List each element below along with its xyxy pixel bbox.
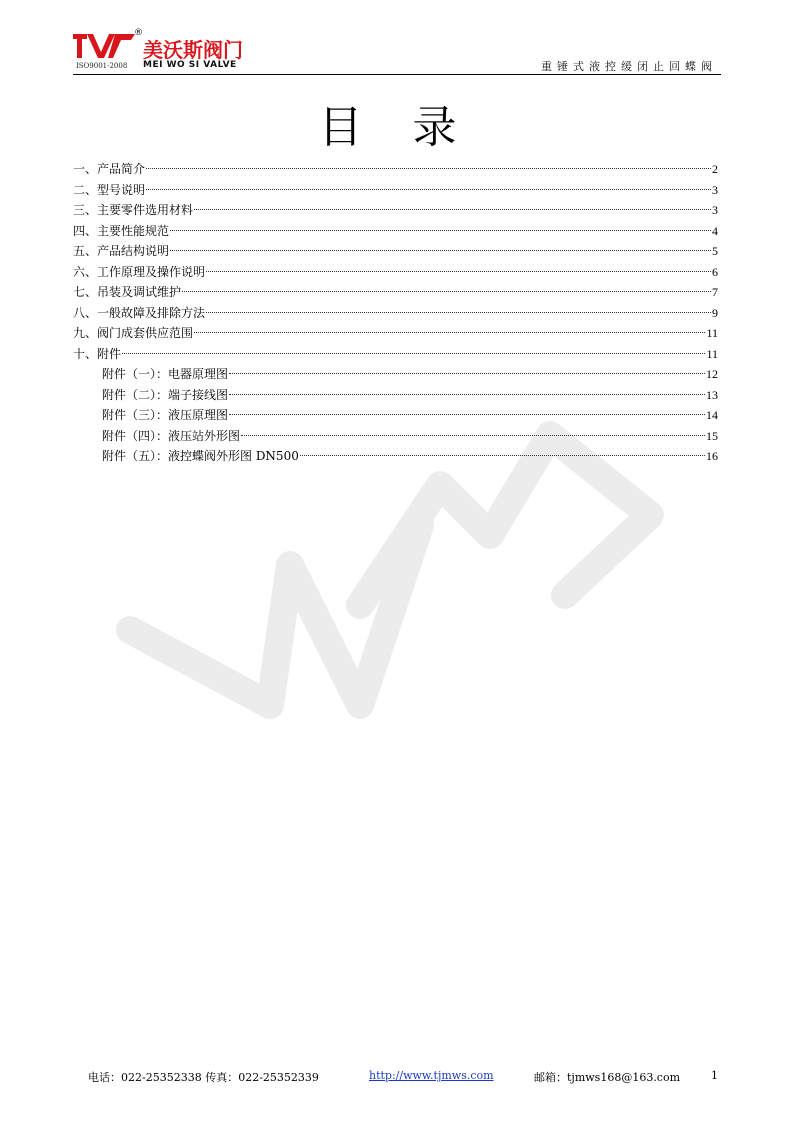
- toc-entry-label: 九、阀门成套供应范围: [73, 326, 194, 340]
- toc-entry-page: 2: [712, 162, 718, 176]
- toc-entry[interactable]: [73, 200, 718, 221]
- toc-title: 目 录: [318, 102, 475, 153]
- footer-phone-fax: 电话：022-25352338 传真：022-25352339: [88, 1071, 319, 1084]
- toc-entry-label: 四、主要性能规范: [73, 223, 170, 238]
- iso-certification: ISO9001-2008: [76, 62, 128, 70]
- toc-entry-label: 附件（二）：端子接线图: [102, 387, 229, 402]
- toc-entry[interactable]: [73, 446, 718, 467]
- toc-entry[interactable]: [73, 262, 718, 283]
- toc-entry[interactable]: [73, 344, 718, 365]
- toc-leader-dots: [146, 189, 711, 190]
- toc-entry-page: 12: [706, 367, 718, 381]
- toc-entry-page: 7: [712, 285, 718, 299]
- registered-mark: ®: [134, 28, 143, 38]
- toc-entry[interactable]: [73, 323, 718, 344]
- toc-entry[interactable]: [73, 159, 718, 180]
- toc-leader-dots: [206, 271, 711, 272]
- toc-entry-label: 附件（四）：液压站外形图: [102, 428, 241, 443]
- toc-entry[interactable]: [73, 221, 718, 242]
- toc-leader-dots: [146, 168, 711, 169]
- toc-entry[interactable]: [73, 385, 718, 406]
- toc-entry-page: 6: [712, 264, 718, 279]
- page-number: 1: [711, 1069, 718, 1082]
- toc-entry-page: 3: [712, 203, 718, 217]
- page-header: [73, 28, 721, 78]
- brand-name-cn: 美沃斯阀门: [143, 38, 243, 62]
- toc-entry-page: 13: [706, 387, 718, 402]
- toc-entry-label: 二、型号说明: [73, 182, 146, 197]
- toc-entry[interactable]: [73, 180, 718, 201]
- toc-entry-page: 15: [706, 428, 718, 443]
- company-logo: [73, 28, 263, 76]
- toc-leader-dots: [122, 353, 705, 354]
- toc-entry-page: 3: [712, 182, 718, 197]
- toc-entry-label: 七、吊装及调试维护: [73, 285, 182, 299]
- toc-leader-dots: [229, 373, 705, 374]
- toc-entry-label: 一、产品简介: [73, 162, 146, 176]
- toc-leader-dots: [206, 312, 711, 313]
- toc-leader-dots: [194, 209, 711, 210]
- toc-entry-label: 八、一般故障及排除方法: [73, 305, 206, 320]
- toc-entry[interactable]: [73, 426, 718, 447]
- footer-website-link[interactable]: http://www.tjmws.com: [369, 1069, 494, 1082]
- toc-leader-dots: [182, 291, 711, 292]
- toc-entry[interactable]: [73, 364, 718, 385]
- logo-mark-icon: [73, 34, 135, 60]
- toc-entry-page: 11: [706, 326, 718, 340]
- toc-entry[interactable]: [73, 303, 718, 324]
- toc-entry-label: 附件（五）：液控蝶阀外形图 DN500: [102, 449, 299, 463]
- toc-entry-label: 三、主要零件选用材料: [73, 203, 194, 217]
- toc-entry-label: 十、附件: [73, 346, 122, 361]
- toc-leader-dots: [170, 230, 711, 231]
- toc-entry-label: 五、产品结构说明: [73, 244, 170, 258]
- toc-entry-page: 14: [706, 408, 718, 422]
- toc-entry[interactable]: [73, 241, 718, 262]
- toc-entry-page: 11: [706, 346, 718, 361]
- toc-leader-dots: [170, 250, 711, 251]
- toc-leader-dots: [241, 435, 705, 436]
- toc-entry[interactable]: [73, 282, 718, 303]
- toc-entry[interactable]: [73, 405, 718, 426]
- header-divider: [73, 74, 721, 75]
- toc-entry-page: 4: [712, 223, 718, 238]
- document-header-title: 重锤式液控缓闭止回蝶阀: [541, 60, 717, 73]
- toc-entry-page: 16: [706, 449, 718, 463]
- toc-entry-label: 附件（三）：液压原理图: [102, 408, 229, 422]
- toc-leader-dots: [229, 394, 705, 395]
- footer-email: 邮箱：tjmws168@163.com: [534, 1071, 681, 1084]
- toc-entry-label: 附件（一）：电器原理图: [102, 367, 229, 381]
- toc-entry-page: 5: [712, 244, 718, 258]
- toc-entry-page: 9: [712, 305, 718, 320]
- brand-name-en: MEI WO SI VALVE: [143, 60, 237, 70]
- toc-leader-dots: [229, 414, 705, 415]
- toc-leader-dots: [300, 455, 705, 456]
- page-footer: [88, 1069, 720, 1089]
- table-of-contents: [73, 159, 718, 467]
- toc-entry-label: 六、工作原理及操作说明: [73, 264, 206, 279]
- toc-leader-dots: [194, 332, 705, 333]
